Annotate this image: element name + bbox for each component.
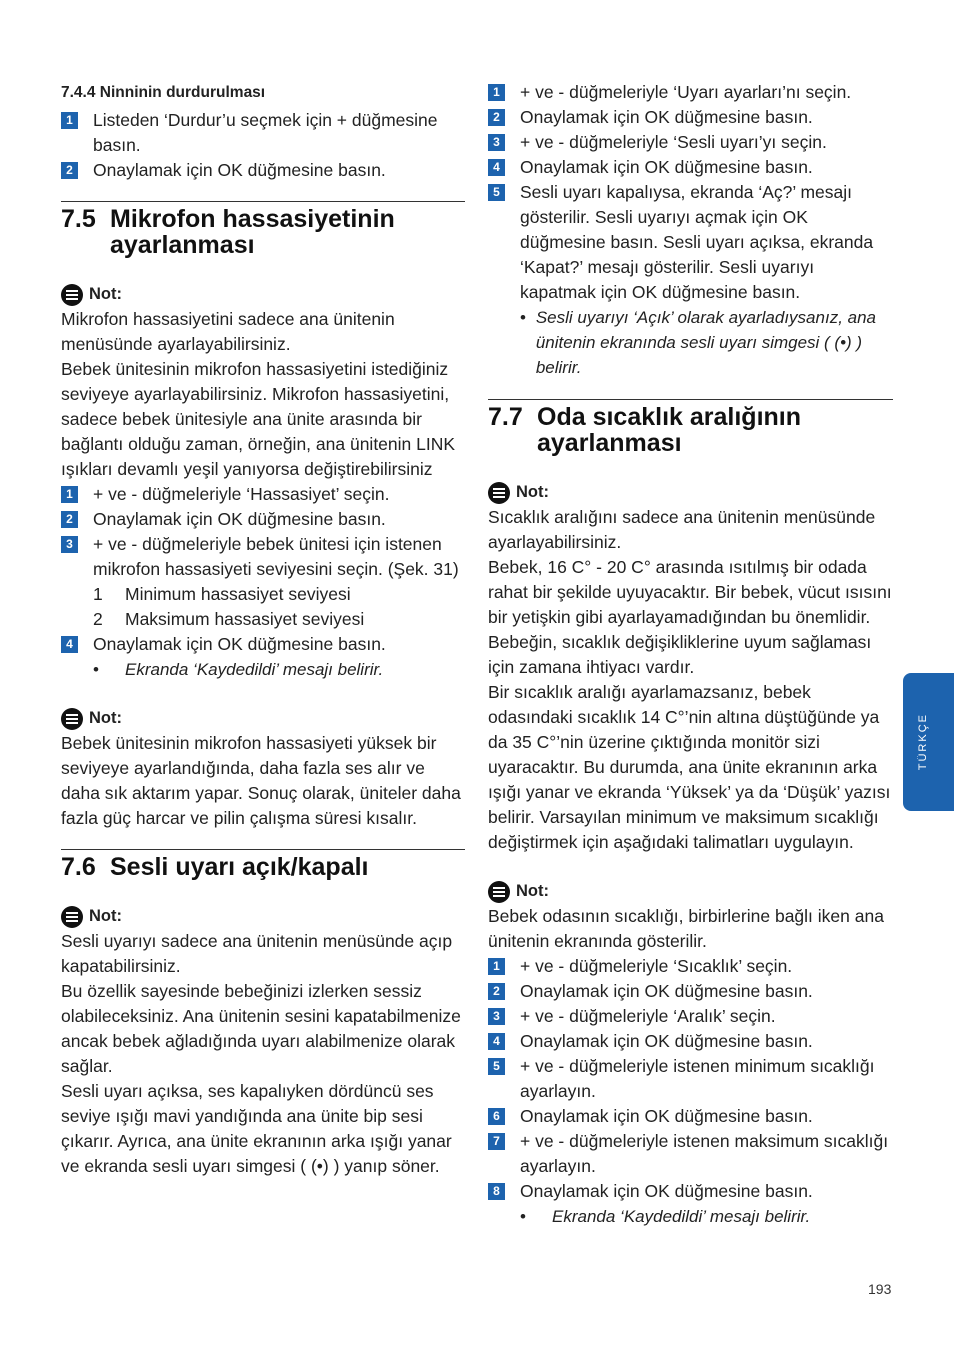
step-text: Onaylamak için OK düğmesine basın.	[520, 107, 813, 127]
step-text: + ve - düğmeleriyle ‘Sıcaklık’ seçin.	[520, 956, 793, 976]
step-number: 3	[61, 536, 78, 553]
step-text: Listeden ‘Durdur’u seçmek için + düğmesine basın.	[93, 110, 438, 155]
step-number: 2	[61, 511, 78, 528]
bullet-text: Ekranda ‘Kaydedildi’ mesajı belirir.	[552, 1207, 811, 1226]
note-label: Not:	[516, 882, 549, 900]
bullet-item: • Ekranda ‘Kaydedildi’ mesajı belirir.	[61, 657, 465, 682]
note-heading	[61, 706, 465, 731]
language-tab-label: TÜRKÇE	[917, 713, 929, 771]
paragraph: Bebek, 16 C° - 20 C° arasında ısıtılmış bir odada rahat bir şekilde uyuyacaktır. Bir bebek, vücut ısısını bir yetişkin gibi ayarlayamadığından bu önemlidir. Bebeğin, sıcaklık değişikliklerine uyum sağlaması için zamana ihtiyacı vardır.	[488, 557, 892, 677]
step-number: 6	[488, 1108, 505, 1125]
step-number: 2	[488, 109, 505, 126]
step	[488, 180, 893, 305]
step	[61, 507, 465, 532]
note-label: Not:	[89, 709, 122, 727]
paragraph: Mikrofon hassasiyetini sadece ana ünitenin menüsünde ayarlayabilirsiniz.	[61, 309, 395, 354]
step	[488, 954, 893, 979]
section-heading: Mikrofon hassasiyetinin ayarlanması	[110, 205, 395, 259]
note-label: Not:	[516, 483, 549, 501]
section-number: 7.6	[61, 853, 96, 881]
step	[488, 80, 893, 105]
note-heading	[61, 282, 465, 307]
paragraph: Bu özellik sayesinde bebeğinizi izlerken sessiz olabileceksiniz. Ana ünitenin sesini kapatabilmenize ancak bebek ağladığında uyarı alabilmenize olarak sağlar.	[61, 981, 461, 1076]
sub-item	[61, 607, 465, 632]
step-text: Sesli uyarı kapalıysa, ekranda ‘Aç?’ mesajı gösterilir. Sesli uyarıyı açmak için OK düğmesine basın. Sesli uyarı açıksa, ekranda ‘Kapat?’ mesajı gösterilir. Sesli uyarıyı kapatmak için OK düğmesine basın.	[520, 182, 874, 302]
step	[488, 1004, 893, 1029]
step-number: 5	[488, 184, 505, 201]
section-heading: Sesli uyarı açık/kapalı	[110, 853, 369, 881]
paragraph: Bebek odasının sıcaklığı, birbirlerine bağlı iken ana ünitenin ekranında gösterilir.	[488, 906, 884, 951]
section-heading: Oda sıcaklık aralığının ayarlanması	[537, 403, 802, 457]
step-number: 4	[61, 636, 78, 653]
step-text: Onaylamak için OK düğmesine basın.	[93, 509, 386, 529]
step-text: Onaylamak için OK düğmesine basın.	[520, 1106, 813, 1126]
note-icon	[61, 284, 83, 306]
paragraph: Bebek ünitesinin mikrofon hassasiyeti yüksek bir seviyeye ayarlandığında, daha fazla ses alır ve daha sık aktarım yapar. Sonuç olarak, üniteler daha fazla güç harcar ve pilin çalışma süresi kısalır.	[61, 733, 461, 828]
section-divider	[61, 201, 465, 202]
note-icon	[61, 708, 83, 730]
note-icon	[488, 881, 510, 903]
step-text: Onaylamak için OK düğmesine basın.	[93, 160, 386, 180]
step	[61, 632, 465, 657]
bullet-text: Sesli uyarıyı ‘Açık’ olarak ayarladıysanız, ana ünitenin ekranında sesli uyarı simgesi ( (•) ) belirir.	[535, 308, 877, 377]
paragraph: Sıcaklık aralığını sadece ana ünitenin menüsünde ayarlayabilirsiniz.	[488, 507, 876, 552]
note-heading	[488, 879, 893, 904]
step-text: Onaylamak için OK düğmesine basın.	[520, 157, 813, 177]
sub-text: Maksimum hassasiyet seviyesi	[125, 609, 365, 629]
bullet-item: • Sesli uyarıyı ‘Açık’ olarak ayarladıysanız, ana ünitenin ekranında sesli uyarı simgesi ( (•) ) belirir.	[488, 305, 893, 380]
step	[488, 1054, 893, 1104]
step-text: + ve - düğmeleriyle ‘Uyarı ayarları’nı seçin.	[520, 82, 852, 102]
note-heading	[61, 904, 465, 929]
step-text: + ve - düğmeleriyle ‘Aralık’ seçin.	[520, 1006, 776, 1026]
section-number: 7.5	[61, 205, 96, 233]
step	[61, 158, 465, 183]
section-title-7-7	[488, 404, 893, 456]
step-number: 5	[488, 1058, 505, 1075]
step-text: Onaylamak için OK düğmesine basın.	[520, 1181, 813, 1201]
sub-number: 2	[93, 609, 103, 629]
note-icon	[488, 482, 510, 504]
step-number: 7	[488, 1133, 505, 1150]
section-title-7-5	[61, 206, 465, 258]
paragraph: Sesli uyarı açıksa, ses kapalıyken dördüncü ses seviye ışığı mavi yandığında ana ünite bip sesi çıkarır. Ayrıca, ana ünite ekranının arka ışığı yanar ve ekranda sesli uyarı simgesi ( (•) ) yanıp söner.	[61, 1081, 452, 1176]
page-number: 193	[868, 1281, 892, 1297]
step-text: + ve - düğmeleriyle ‘Sesli uyarı’yı seçin.	[520, 132, 827, 152]
note-label: Not:	[89, 907, 122, 925]
step-number: 8	[488, 1183, 505, 1200]
step-text: + ve - düğmeleriyle istenen maksimum sıcaklığı ayarlayın.	[520, 1131, 889, 1176]
subsection-title-7-4-4: 7.4.4 Ninninin durdurulması	[61, 84, 266, 101]
step-number: 3	[488, 1008, 505, 1025]
section-divider	[488, 399, 893, 400]
step	[488, 1129, 893, 1179]
step-number: 1	[61, 486, 78, 503]
step-text: Onaylamak için OK düğmesine basın.	[520, 1031, 813, 1051]
note-heading	[488, 480, 893, 505]
step-number: 2	[488, 983, 505, 1000]
step-number: 3	[488, 134, 505, 151]
step-number: 1	[61, 112, 78, 129]
sub-number: 1	[93, 584, 103, 604]
step-number: 1	[488, 84, 505, 101]
note-icon	[61, 906, 83, 928]
step	[488, 105, 893, 130]
paragraph: Sesli uyarıyı sadece ana ünitenin menüsünde açıp kapatabilirsiniz.	[61, 931, 453, 976]
step	[488, 130, 893, 155]
step-text: + ve - düğmeleriyle bebek ünitesi için istenen mikrofon hassasiyeti seviyesini seçin. (Şek. 31)	[93, 534, 459, 579]
step-number: 1	[488, 958, 505, 975]
step	[61, 482, 465, 507]
step-number: 4	[488, 1033, 505, 1050]
right-column	[488, 80, 893, 1229]
bullet-item: • Ekranda ‘Kaydedildi’ mesajı belirir.	[488, 1204, 893, 1229]
step-text: Onaylamak için OK düğmesine basın.	[93, 634, 386, 654]
step	[488, 1104, 893, 1129]
language-tab	[903, 673, 954, 811]
left-column	[61, 82, 465, 1179]
step	[61, 108, 465, 158]
step	[488, 979, 893, 1004]
note-label: Not:	[89, 285, 122, 303]
section-number: 7.7	[488, 403, 523, 431]
sub-text: Minimum hassasiyet seviyesi	[125, 584, 351, 604]
step-number: 2	[61, 162, 78, 179]
step-text: Onaylamak için OK düğmesine basın.	[520, 981, 813, 1001]
sub-item	[61, 582, 465, 607]
step-number: 4	[488, 159, 505, 176]
step-text: + ve - düğmeleriyle istenen minimum sıcaklığı ayarlayın.	[520, 1056, 875, 1101]
step	[488, 1029, 893, 1054]
paragraph: Bir sıcaklık aralığı ayarlamazsanız, bebek odasındaki sıcaklık 14 C°’nin altına düştüğünde ya da 35 C°’nin üzerine çıktığında monitör sizi uyaracaktır. Bu durumda, ana ünite ekranının arka ışığı yanar ve ekranda ‘Yüksek’ ya da ‘Düşük’ yazısı belirir. Varsayılan minimum ve maksimum sıcaklığı değiştirmek için aşağıdaki talimatları uygulayın.	[488, 682, 891, 852]
step	[488, 1179, 893, 1204]
section-title-7-6	[61, 854, 465, 880]
step-text: + ve - düğmeleriyle ‘Hassasiyet’ seçin.	[93, 484, 390, 504]
step	[61, 532, 465, 582]
section-divider	[61, 849, 465, 850]
paragraph: Bebek ünitesinin mikrofon hassasiyetini istediğiniz seviyeye ayarlayabilirsiniz. Mikrofon hassasiyetini, sadece bebek ünitesiyle ana ünite arasında bir bağlantı olduğu zaman, örneğin, ana ünitenin LINK ışıkları devamlı yeşil yanıyorsa değiştirebilirsiniz	[61, 359, 456, 479]
bullet-text: Ekranda ‘Kaydedildi’ mesajı belirir.	[125, 660, 384, 679]
step	[488, 155, 893, 180]
